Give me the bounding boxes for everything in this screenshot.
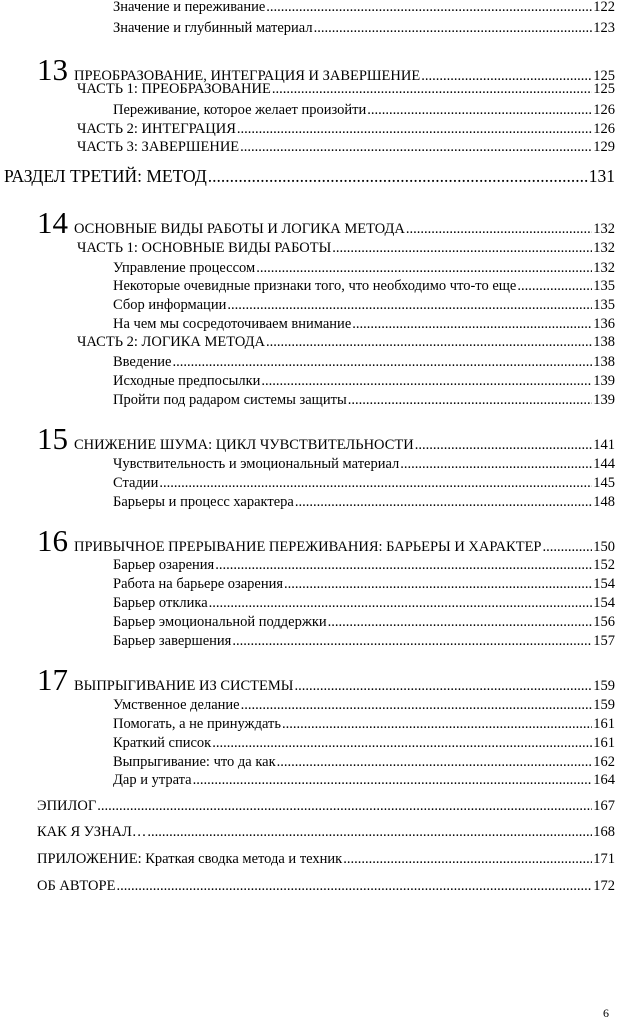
toc-entry-page: 131 — [588, 166, 615, 186]
chapter-title: ПРИВЫЧНОЕ ПРЕРЫВАНИЕ ПЕРЕЖИВАНИЯ: БАРЬЕРЫ И ХАРАКТЕР — [74, 539, 542, 555]
toc-entry-page: 172 — [593, 878, 615, 894]
toc-entry-page: 139 — [593, 392, 615, 408]
toc-part[interactable] — [77, 333, 615, 351]
toc-entry-label: Краткий список — [113, 735, 212, 751]
toc-entry-label: Выпрыгивание: что да как — [113, 754, 276, 770]
toc-entry-page: 141 — [593, 437, 615, 453]
toc-entry-page: 159 — [593, 697, 615, 713]
toc-entry-page: 126 — [593, 121, 615, 137]
chapter-title: СНИЖЕНИЕ ШУМА: ЦИКЛ ЧУВСТВИТЕЛЬНОСТИ — [74, 437, 414, 453]
toc-entry-label: Барьер озарения — [113, 557, 215, 573]
toc-entry-label: Значение и переживание — [113, 0, 266, 15]
toc-part[interactable] — [77, 138, 615, 156]
toc-entry[interactable] — [113, 556, 615, 574]
toc-entry[interactable] — [113, 372, 615, 390]
chapter-number: 15 — [37, 424, 68, 456]
toc-entry-label: РАЗДЕЛ ТРЕТИЙ: МЕТОД — [4, 166, 207, 186]
toc-entry[interactable] — [113, 259, 615, 277]
toc-entry[interactable] — [113, 19, 615, 37]
toc-entry-label: ЧАСТЬ 3: ЗАВЕРШЕНИЕ — [77, 139, 240, 155]
toc-entry-label: Сбор информации — [113, 297, 227, 313]
toc-entry-page: 150 — [593, 539, 615, 555]
toc-entry-page: 136 — [593, 316, 615, 332]
toc-entry-label: Значение и глубинный материал — [113, 20, 313, 36]
toc-entry-page: 162 — [593, 754, 615, 770]
toc-entry-page: 132 — [593, 221, 615, 237]
toc-entry-page: 159 — [593, 678, 615, 694]
toc-entry[interactable] — [113, 493, 615, 511]
toc-entry-label: Умственное делание — [113, 697, 240, 713]
toc-entry-page: 126 — [593, 102, 615, 118]
toc-entry[interactable] — [113, 613, 615, 631]
toc-entry[interactable] — [113, 753, 615, 771]
toc-part[interactable] — [77, 239, 615, 257]
toc-entry[interactable] — [113, 455, 615, 473]
toc-entry[interactable] — [113, 594, 615, 612]
toc-part[interactable] — [77, 80, 615, 98]
toc-entry-label: Пройти под радаром системы защиты — [113, 392, 347, 408]
toc-entry[interactable] — [113, 575, 615, 593]
toc-entry-label: Чувствительность и эмоциональный материал — [113, 456, 400, 472]
toc-entry[interactable] — [113, 696, 615, 714]
toc-entry-label: Стадии — [113, 475, 159, 491]
toc-entry[interactable] — [113, 315, 615, 333]
toc-entry-page: 122 — [593, 0, 615, 15]
toc-entry-page: 161 — [593, 735, 615, 751]
toc-entry-label: Введение — [113, 354, 172, 370]
toc-entry[interactable] — [113, 715, 615, 733]
toc-entry-label: Барьеры и процесс характера — [113, 494, 294, 510]
toc-entry-label: Барьер отклика — [113, 595, 208, 611]
toc-section[interactable] — [4, 165, 615, 187]
toc-entry-label: ЧАСТЬ 2: ИНТЕГРАЦИЯ — [77, 121, 236, 137]
toc-entry-label: ОБ АВТОРЕ — [37, 878, 116, 894]
chapter-title: ВЫПРЫГИВАНИЕ ИЗ СИСТЕМЫ — [74, 678, 294, 694]
toc-entry-page: 132 — [593, 240, 615, 256]
toc-entry-page: 164 — [593, 772, 615, 788]
toc-entry-label: Переживание, которое желает произойти — [113, 102, 367, 118]
toc-backmatter[interactable] — [37, 823, 615, 841]
toc-entry-label: ПРИЛОЖЕНИЕ: Краткая сводка метода и техник — [37, 851, 343, 867]
toc-entry[interactable] — [113, 277, 615, 295]
toc-entry[interactable] — [113, 474, 615, 492]
toc-entry-label: Управление процессом — [113, 260, 256, 276]
toc-entry-page: 125 — [593, 81, 615, 97]
toc-entry[interactable] — [113, 353, 615, 371]
toc-entry-page: 123 — [593, 20, 615, 36]
toc-entry-page: 145 — [593, 475, 615, 491]
toc-entry-label: ЭПИЛОГ — [37, 798, 97, 814]
toc-backmatter[interactable] — [37, 850, 615, 868]
chapter-number: 13 — [37, 55, 68, 87]
toc-entry-label: Барьер эмоциональной поддержки — [113, 614, 327, 630]
toc-entry-page: 144 — [593, 456, 615, 472]
toc-entry-label: Работа на барьере озарения — [113, 576, 284, 592]
toc-entry-page: 167 — [593, 798, 615, 814]
toc-entry-page: 148 — [593, 494, 615, 510]
toc-entry[interactable] — [113, 101, 615, 119]
chapter-title: ПРЕОБРАЗОВАНИЕ, ИНТЕГРАЦИЯ И ЗАВЕРШЕНИЕ — [74, 68, 421, 84]
toc-entry-page: 139 — [593, 373, 615, 389]
chapter-number: 17 — [37, 665, 68, 697]
toc-entry[interactable] — [113, 632, 615, 650]
toc-entry-page: 156 — [593, 614, 615, 630]
toc-part[interactable] — [77, 120, 615, 138]
toc-entry-page: 132 — [593, 260, 615, 276]
toc-entry-page: 154 — [593, 576, 615, 592]
toc-entry-label: КАК Я УЗНАЛ… — [37, 824, 147, 840]
toc-entry-label: ЧАСТЬ 2: ЛОГИКА МЕТОДА — [77, 334, 266, 350]
toc-entry-label: Некоторые очевидные признаки того, что необходимо что-то еще — [113, 278, 517, 294]
toc-entry-label: Помогать, а не принуждать — [113, 716, 281, 732]
toc-entry-page: 168 — [593, 824, 615, 840]
chapter-title: ОСНОВНЫЕ ВИДЫ РАБОТЫ И ЛОГИКА МЕТОДА — [74, 221, 405, 237]
toc-backmatter[interactable] — [37, 877, 615, 895]
toc-entry-page: 152 — [593, 557, 615, 573]
toc-entry-page: 129 — [593, 139, 615, 155]
page-number: 6 — [603, 1006, 609, 1020]
chapter-number: 16 — [37, 526, 68, 558]
toc-entry-page: 138 — [593, 334, 615, 350]
toc-entry-label: ЧАСТЬ 1: ОСНОВНЫЕ ВИДЫ РАБОТЫ — [77, 240, 332, 256]
toc-entry-label: Исходные предпосылки — [113, 373, 261, 389]
toc-entry[interactable] — [113, 391, 615, 409]
toc-entry-page: 138 — [593, 354, 615, 370]
toc-entry-page: 161 — [593, 716, 615, 732]
toc-entry[interactable] — [113, 296, 615, 314]
toc-entry-page: 157 — [593, 633, 615, 649]
chapter-number: 14 — [37, 208, 68, 240]
toc-entry-page: 135 — [593, 297, 615, 313]
toc-entry[interactable] — [113, 0, 615, 16]
toc-entry-page: 125 — [593, 68, 615, 84]
toc-entry[interactable] — [113, 771, 615, 789]
toc-entry-label: ЧАСТЬ 1: ПРЕОБРАЗОВАНИЕ — [77, 81, 271, 97]
toc-backmatter[interactable] — [37, 797, 615, 815]
toc-entry-page: 154 — [593, 595, 615, 611]
toc-entry-label: Дар и утрата — [113, 772, 192, 788]
toc-entry-label: Барьер завершения — [113, 633, 232, 649]
toc-entry-label: На чем мы сосредоточиваем внимание — [113, 316, 352, 332]
toc-entry-page: 171 — [593, 851, 615, 867]
toc-entry-page: 135 — [593, 278, 615, 294]
toc-entry[interactable] — [113, 734, 615, 752]
